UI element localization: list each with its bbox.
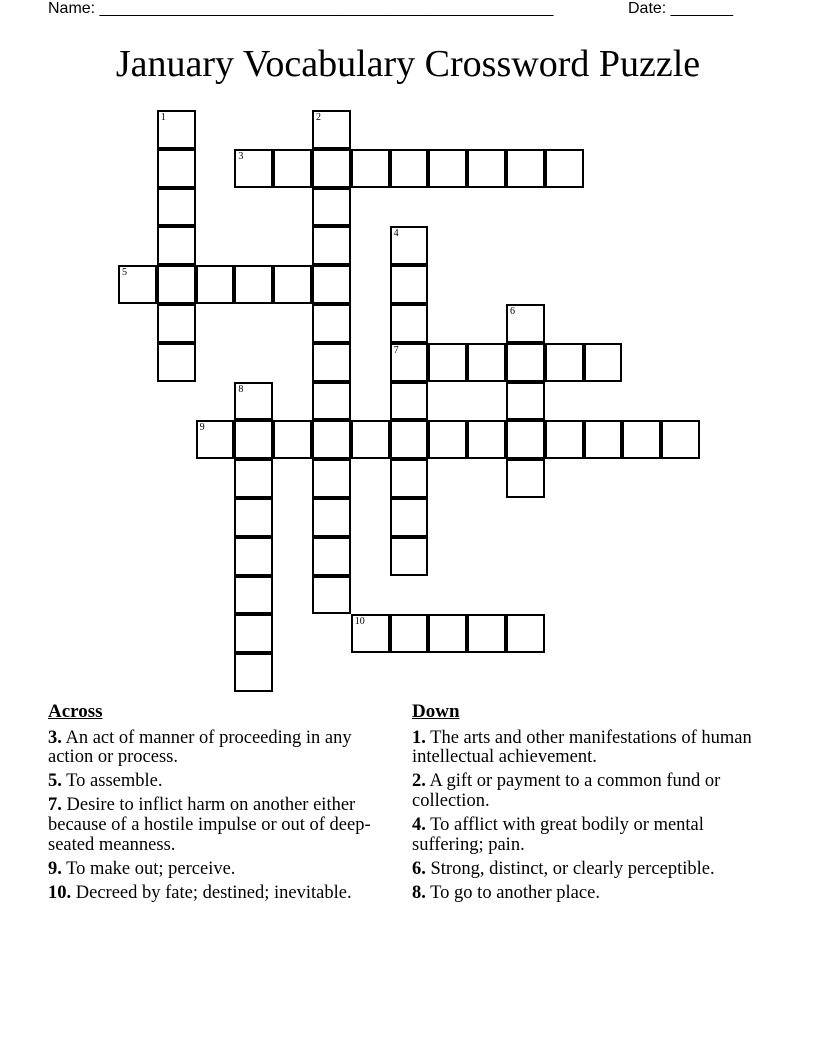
clue-text: To go to another place. <box>430 883 600 904</box>
crossword-cell[interactable] <box>312 382 351 421</box>
clue-number: 2. <box>412 771 426 792</box>
crossword-cell[interactable] <box>234 614 273 653</box>
cell-number: 1 <box>160 112 166 123</box>
cell-number: 8 <box>238 383 244 395</box>
crossword-cell[interactable] <box>234 420 273 459</box>
down-clue <box>412 884 772 904</box>
crossword-cell[interactable] <box>312 265 351 304</box>
crossword-cell[interactable] <box>428 614 467 653</box>
cell-number: 4 <box>393 228 399 240</box>
crossword-cell[interactable] <box>428 343 467 382</box>
cell-number: 9 <box>199 422 205 434</box>
clue-text: A gift or payment to a common fund or collection. <box>412 771 721 812</box>
crossword-cell[interactable] <box>273 149 312 188</box>
clue-number: 1. <box>412 727 426 748</box>
clue-number: 3. <box>48 727 62 748</box>
down-clue <box>412 860 772 880</box>
clue-number: 8. <box>412 883 426 904</box>
cell-number: 7 <box>393 344 399 356</box>
crossword-cell[interactable] <box>273 265 312 304</box>
crossword-cell[interactable] <box>234 149 273 188</box>
clue-number: 10. <box>48 883 72 904</box>
clue-text: To afflict with great bodily or mental suffering; pain. <box>412 815 704 856</box>
crossword-cell[interactable] <box>234 459 273 498</box>
across-clue <box>48 796 400 856</box>
down-clue <box>412 772 772 812</box>
crossword-cell[interactable] <box>234 537 273 576</box>
crossword-cell[interactable] <box>157 304 196 343</box>
crossword-cell[interactable] <box>273 420 312 459</box>
crossword-cell[interactable] <box>467 614 506 653</box>
across-clue <box>48 729 400 769</box>
across-clue <box>48 772 400 792</box>
crossword-cell[interactable] <box>312 420 351 459</box>
clue-text: An act of manner of proceeding in any action or process. <box>48 727 352 768</box>
crossword-cell[interactable] <box>545 149 584 188</box>
crossword-cell[interactable] <box>506 420 545 459</box>
crossword-cell[interactable] <box>234 382 273 421</box>
crossword-cell[interactable] <box>390 614 429 653</box>
crossword-cell[interactable] <box>506 614 545 653</box>
crossword-cell[interactable] <box>390 420 429 459</box>
cell-number: 10 <box>354 616 365 628</box>
down-clue <box>412 729 772 769</box>
clue-text: To assemble. <box>66 771 163 792</box>
crossword-cell[interactable] <box>584 420 623 459</box>
crossword-cell[interactable] <box>351 420 390 459</box>
crossword-cell[interactable] <box>312 498 351 537</box>
crossword-cell[interactable] <box>661 420 700 459</box>
page-title: January Vocabulary Crossword Puzzle <box>115 43 701 85</box>
crossword-cell[interactable] <box>312 110 351 149</box>
crossword-cell[interactable] <box>157 149 196 188</box>
date-field: Date: _______ <box>628 0 733 17</box>
crossword-cell[interactable] <box>157 343 196 382</box>
down-clue <box>412 816 772 856</box>
crossword-cell[interactable] <box>390 382 429 421</box>
across-heading: Across <box>48 701 103 722</box>
crossword-cell[interactable] <box>428 420 467 459</box>
crossword-cell[interactable] <box>545 420 584 459</box>
down-clues <box>412 702 772 908</box>
across-clues <box>48 702 400 908</box>
crossword-cell[interactable] <box>351 149 390 188</box>
crossword-cell[interactable] <box>506 343 545 382</box>
crossword-cell[interactable] <box>312 226 351 265</box>
crossword-cell[interactable] <box>234 265 273 304</box>
crossword-cell[interactable] <box>390 459 429 498</box>
clue-number: 6. <box>412 859 426 880</box>
down-heading: Down <box>412 701 460 722</box>
clue-number: 4. <box>412 815 426 836</box>
crossword-cell[interactable] <box>157 188 196 227</box>
crossword-cell[interactable] <box>390 265 429 304</box>
clue-number: 9. <box>48 859 62 880</box>
crossword-cell[interactable] <box>234 498 273 537</box>
crossword-cell[interactable] <box>312 304 351 343</box>
crossword-cell[interactable] <box>584 343 623 382</box>
crossword-cell[interactable] <box>157 265 196 304</box>
clue-text: Desire to inflict harm on another either because of a hostile impulse or out of deep-seated meanness. <box>48 795 371 856</box>
crossword-cell[interactable] <box>428 149 467 188</box>
name-field: Name: ___________________________________________________ <box>48 0 554 17</box>
crossword-cell[interactable] <box>506 382 545 421</box>
crossword-cell[interactable] <box>390 537 429 576</box>
crossword-cell[interactable] <box>467 343 506 382</box>
clue-text: Decreed by fate; destined; inevitable. <box>75 883 352 904</box>
crossword-cell[interactable] <box>390 304 429 343</box>
crossword-cell[interactable] <box>157 110 196 149</box>
crossword-cell[interactable] <box>467 149 506 188</box>
crossword-cell[interactable] <box>390 498 429 537</box>
crossword-cell[interactable] <box>118 265 157 304</box>
crossword-cell[interactable] <box>390 149 429 188</box>
clue-number: 7. <box>48 795 62 816</box>
crossword-cell[interactable] <box>312 576 351 615</box>
crossword-cell[interactable] <box>157 226 196 265</box>
crossword-cell[interactable] <box>234 653 273 692</box>
clue-text: To make out; perceive. <box>66 859 236 880</box>
crossword-cell[interactable] <box>312 149 351 188</box>
crossword-cell[interactable] <box>351 614 390 653</box>
crossword-cell[interactable] <box>545 343 584 382</box>
crossword-cell[interactable] <box>312 343 351 382</box>
clue-number: 5. <box>48 771 62 792</box>
crossword-cell[interactable] <box>234 576 273 615</box>
crossword-cell[interactable] <box>312 537 351 576</box>
across-clue <box>48 860 400 880</box>
crossword-cell[interactable] <box>390 226 429 265</box>
crossword-cell[interactable] <box>506 304 545 343</box>
cell-number: 2 <box>316 112 321 123</box>
crossword-cell[interactable] <box>390 343 429 382</box>
cell-number: 5 <box>122 267 127 279</box>
clue-text: Strong, distinct, or clearly perceptible. <box>430 859 715 880</box>
crossword-cell[interactable] <box>196 420 235 459</box>
cell-number: 6 <box>510 306 515 317</box>
crossword-cell[interactable] <box>622 420 661 459</box>
clue-text: The arts and other manifestations of human intellectual achievement. <box>412 727 752 768</box>
crossword-cell[interactable] <box>506 149 545 188</box>
crossword-cell[interactable] <box>196 265 235 304</box>
crossword-cell[interactable] <box>467 420 506 459</box>
cell-number: 3 <box>238 150 244 162</box>
across-clue <box>48 884 400 904</box>
crossword-cell[interactable] <box>506 459 545 498</box>
crossword-cell[interactable] <box>312 188 351 227</box>
crossword-cell[interactable] <box>312 459 351 498</box>
